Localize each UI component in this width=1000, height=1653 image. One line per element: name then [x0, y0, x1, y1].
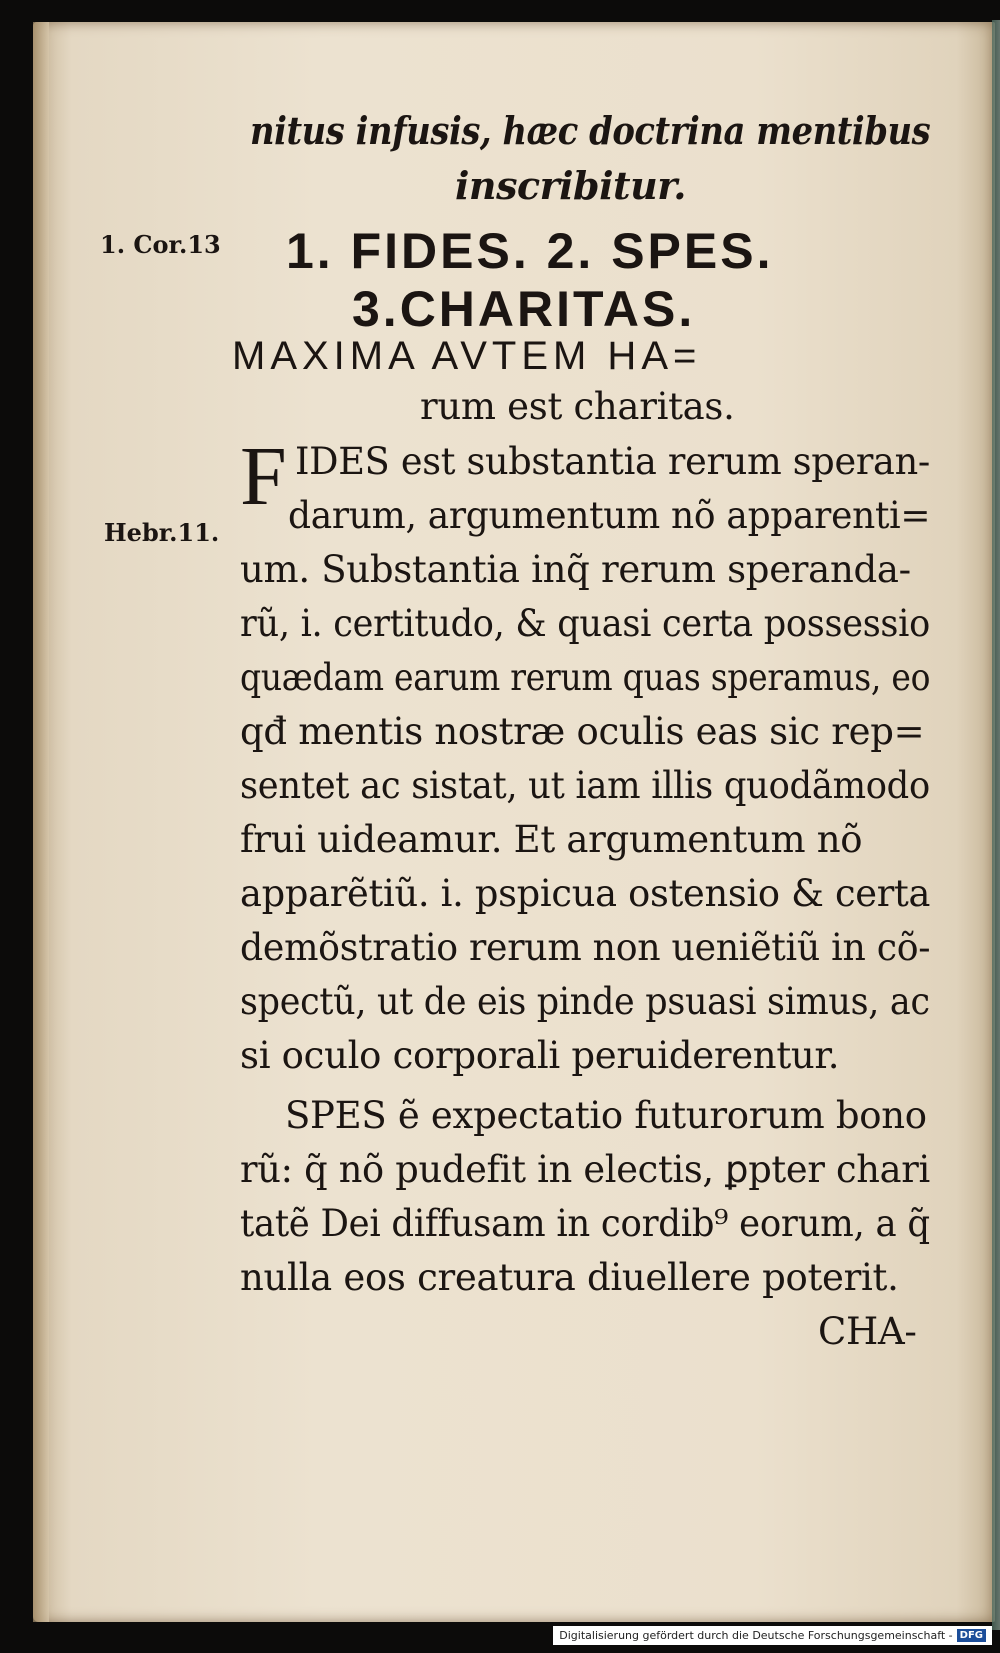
fides-line-8: frui uideamur. Et argumentum nõ — [240, 818, 863, 861]
virtues-line-1: 1. FIDES. 2. SPES. — [286, 223, 774, 279]
dfg-logo: DFG — [957, 1629, 986, 1642]
spes-line-4: nulla eos creatura diuellere poterit. — [240, 1256, 899, 1299]
margin-note-cor: 1. Cor.13 — [100, 230, 221, 259]
page-gutter-shadow — [33, 22, 49, 1622]
margin-note-hebr: Hebr.11. — [104, 518, 220, 547]
maxima-line-2: rum est charitas. — [420, 385, 735, 428]
fides-line-3: um. Substantia inq̃ rerum speranda- — [240, 548, 911, 591]
fides-line-1: IDES est substantia rerum speran- — [295, 440, 930, 483]
spes-line-2: rũ: q̃ nõ pudefit in electis, ꝑpter chari — [240, 1148, 930, 1191]
spes-line-3: tatẽ Dei diffusam in cordib⁹ eorum, a q̃ — [240, 1202, 930, 1245]
drop-cap-f: F — [240, 430, 287, 523]
heading-line-1: nitus infusis, hæc doctrina mentibus — [250, 108, 931, 153]
credit-text: Digitalisierung gefördert durch die Deutsche Forschungsgemeinschaft - — [559, 1629, 953, 1642]
maxima-line-1: MAXIMA AVTEM HA= — [232, 334, 702, 378]
virtues-line-2: 3.CHARITAS. — [352, 281, 696, 337]
digitization-credit — [553, 1626, 992, 1645]
spes-line-1: SPES ẽ expectatio futurorum bono — [285, 1094, 927, 1137]
fides-line-12: si oculo corporali peruiderentur. — [240, 1034, 840, 1077]
fides-line-9: apparẽtiũ. i. pspicua ostensio & certa — [240, 872, 931, 915]
fides-line-6: qđ mentis nostræ oculis eas sic rep= — [240, 710, 925, 753]
fides-line-11: spectũ, ut de eis pinde psuasi simus, ac — [240, 980, 930, 1023]
catchword: CHA- — [818, 1310, 917, 1353]
heading-line-2: inscribitur. — [455, 163, 686, 208]
fides-line-10: demõstratio rerum non ueniẽtiũ in cõ- — [240, 926, 931, 969]
fides-line-7: sentet ac sistat, ut iam illis quodãmodo — [240, 764, 930, 807]
fides-line-2: darum, argumentum nõ apparenti= — [288, 494, 931, 537]
fides-line-5: quædam earum rerum quas speramus, eo — [240, 656, 931, 699]
binding-edge — [992, 20, 1000, 1630]
fides-line-4: rũ, i. certitudo, & quasi certa possessio — [240, 602, 930, 645]
